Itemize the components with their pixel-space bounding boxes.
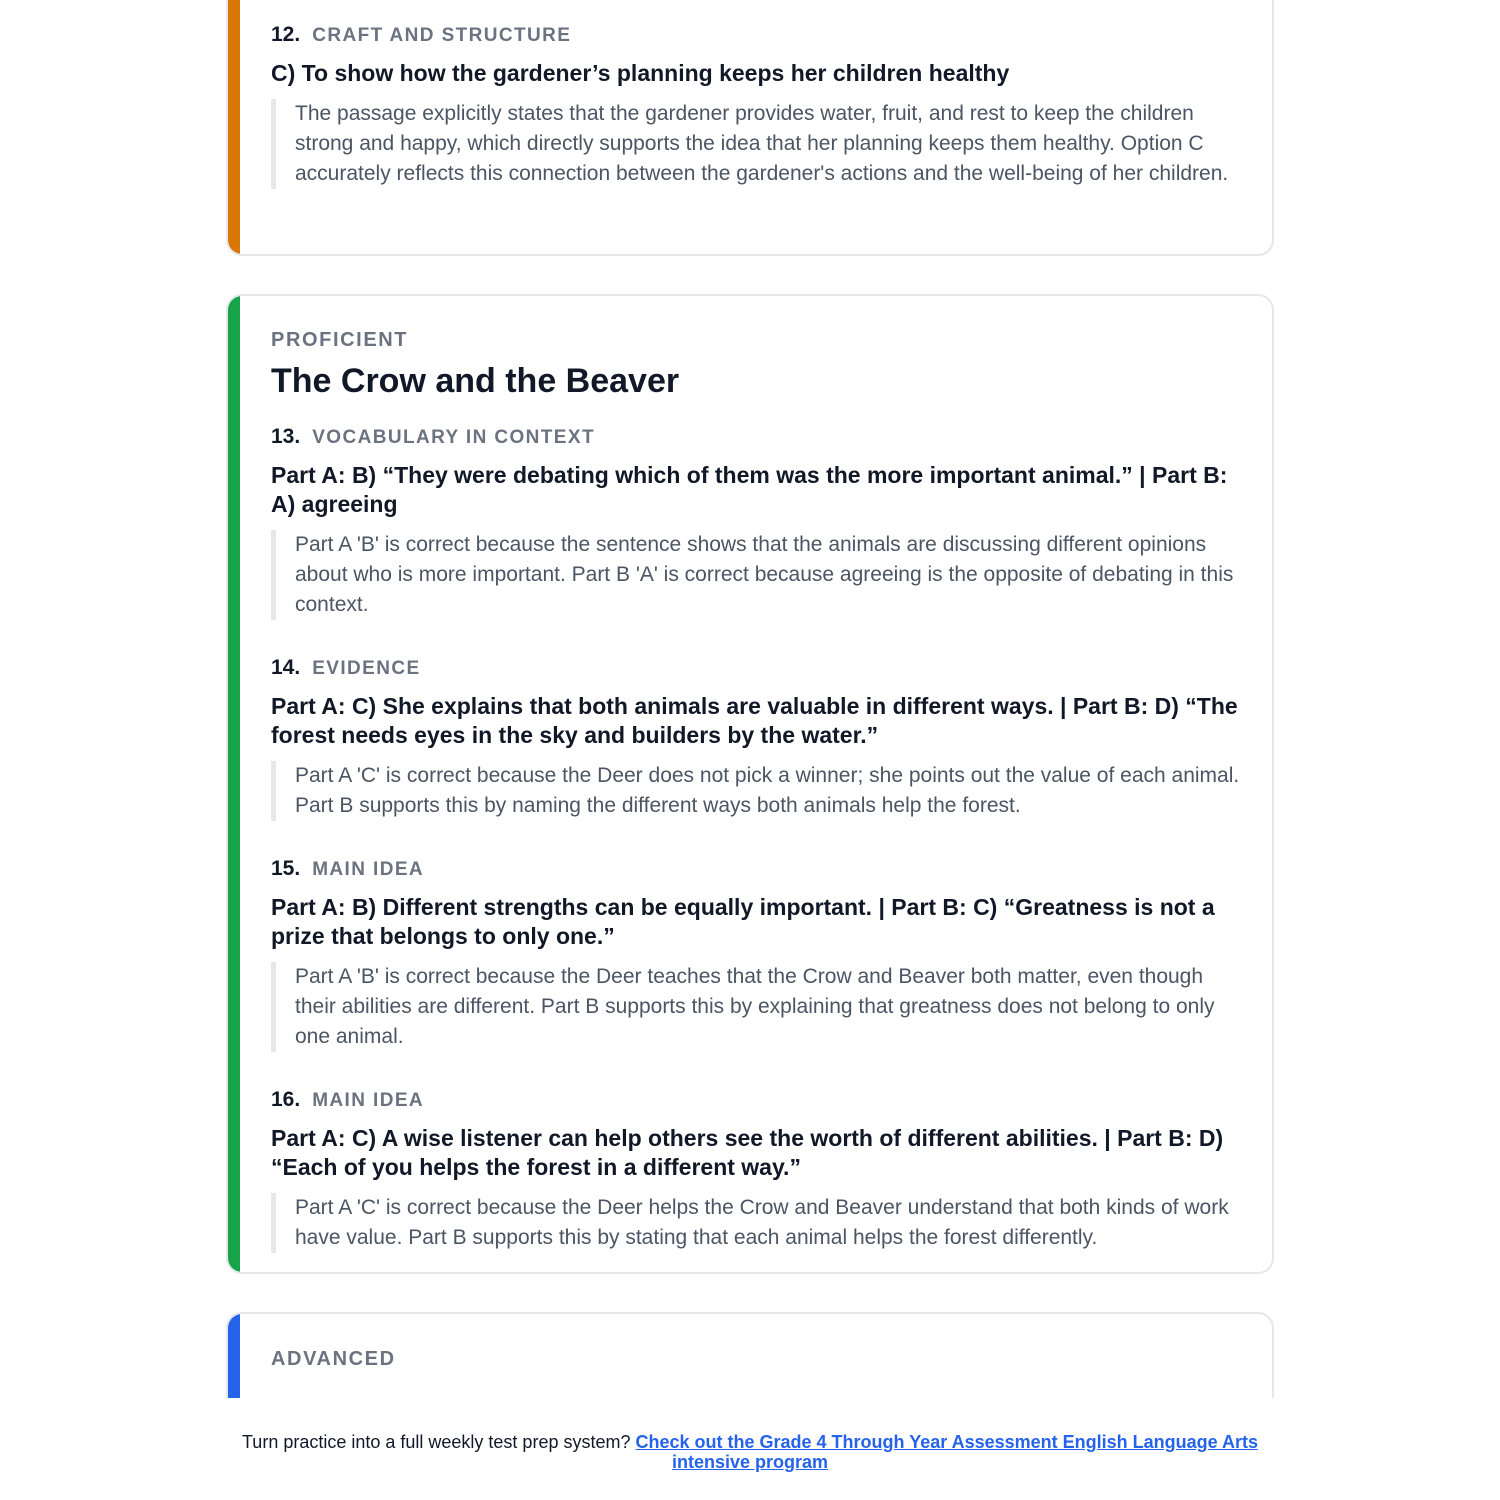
question-skill: VOCABULARY IN CONTEXT [312, 427, 595, 448]
footer-promo [230, 1432, 1270, 1472]
question-answer: Part A: C) A wise listener can help others see the worth of different abilities. | Part B: D) “Each of you helps the forest in a different way.” [271, 1125, 1224, 1180]
question-number: 15. [271, 857, 301, 880]
question-skill: MAIN IDEA [312, 859, 425, 880]
question-explanation: Part A 'B' is correct because the Deer teaches that the Crow and Beaver both matter, even though their abilities are different. Part B supports this by explaining that greatness does not belong to only one animal. [271, 962, 1240, 1052]
question-skill: MAIN IDEA [312, 1090, 425, 1111]
question-14 [271, 656, 1240, 821]
question-number: 16. [271, 1088, 301, 1111]
question-12 [271, 23, 1240, 189]
question-header [271, 1088, 1240, 1112]
question-16 [271, 1088, 1240, 1253]
question-card-12 [226, 0, 1274, 256]
question-13 [271, 425, 1240, 620]
question-skill: CRAFT AND STRUCTURE [312, 25, 572, 46]
question-answer: Part A: B) Different strengths can be equally important. | Part B: C) “Greatness is not a prize that belongs to only one.” [271, 894, 1215, 949]
question-15 [271, 857, 1240, 1052]
question-answer: C) To show how the gardener’s planning keeps her children healthy [271, 60, 1010, 86]
advanced-card [226, 1312, 1274, 1398]
question-number: 12. [271, 23, 301, 46]
proficient-card [226, 294, 1274, 1274]
question-skill: EVIDENCE [312, 658, 421, 679]
level-label: PROFICIENT [271, 329, 409, 351]
question-header [271, 857, 1240, 881]
question-answer: Part A: C) She explains that both animals are valuable in different ways. | Part B: D) “The forest needs eyes in the sky and builders by the water.” [271, 693, 1238, 748]
level-label: ADVANCED [271, 1348, 396, 1370]
question-explanation: Part A 'C' is correct because the Deer does not pick a winner; she points out the value of each animal. Part B supports this by naming the different ways both animals help the forest. [271, 761, 1240, 821]
program-link[interactable]: Check out the Grade 4 Through Year Assessment English Language Arts intensive program [635, 1432, 1258, 1472]
question-number: 14. [271, 656, 301, 679]
question-explanation: Part A 'C' is correct because the Deer helps the Crow and Beaver understand that both kinds of work have value. Part B supports this by stating that each animal helps the forest differently. [271, 1193, 1240, 1253]
footer-text: Turn practice into a full weekly test prep system? [241, 1432, 631, 1452]
passage-title: The Crow and the Beaver [271, 362, 680, 400]
question-header [271, 23, 1240, 47]
question-number: 13. [271, 425, 301, 448]
question-explanation: Part A 'B' is correct because the sentence shows that the animals are discussing different opinions about who is more important. Part B 'A' is correct because agreeing is the opposite of debating in this context. [271, 530, 1240, 620]
question-explanation: The passage explicitly states that the gardener provides water, fruit, and rest to keep the children strong and happy, which directly supports the idea that her planning keeps them healthy. Option C accurately reflects this connection between the gardener's actions and the well-being of her children. [271, 99, 1240, 189]
question-answer: Part A: B) “They were debating which of them was the more important animal.” | Part B: A) agreeing [271, 462, 1228, 517]
question-header [271, 425, 1240, 449]
question-header [271, 656, 1240, 680]
